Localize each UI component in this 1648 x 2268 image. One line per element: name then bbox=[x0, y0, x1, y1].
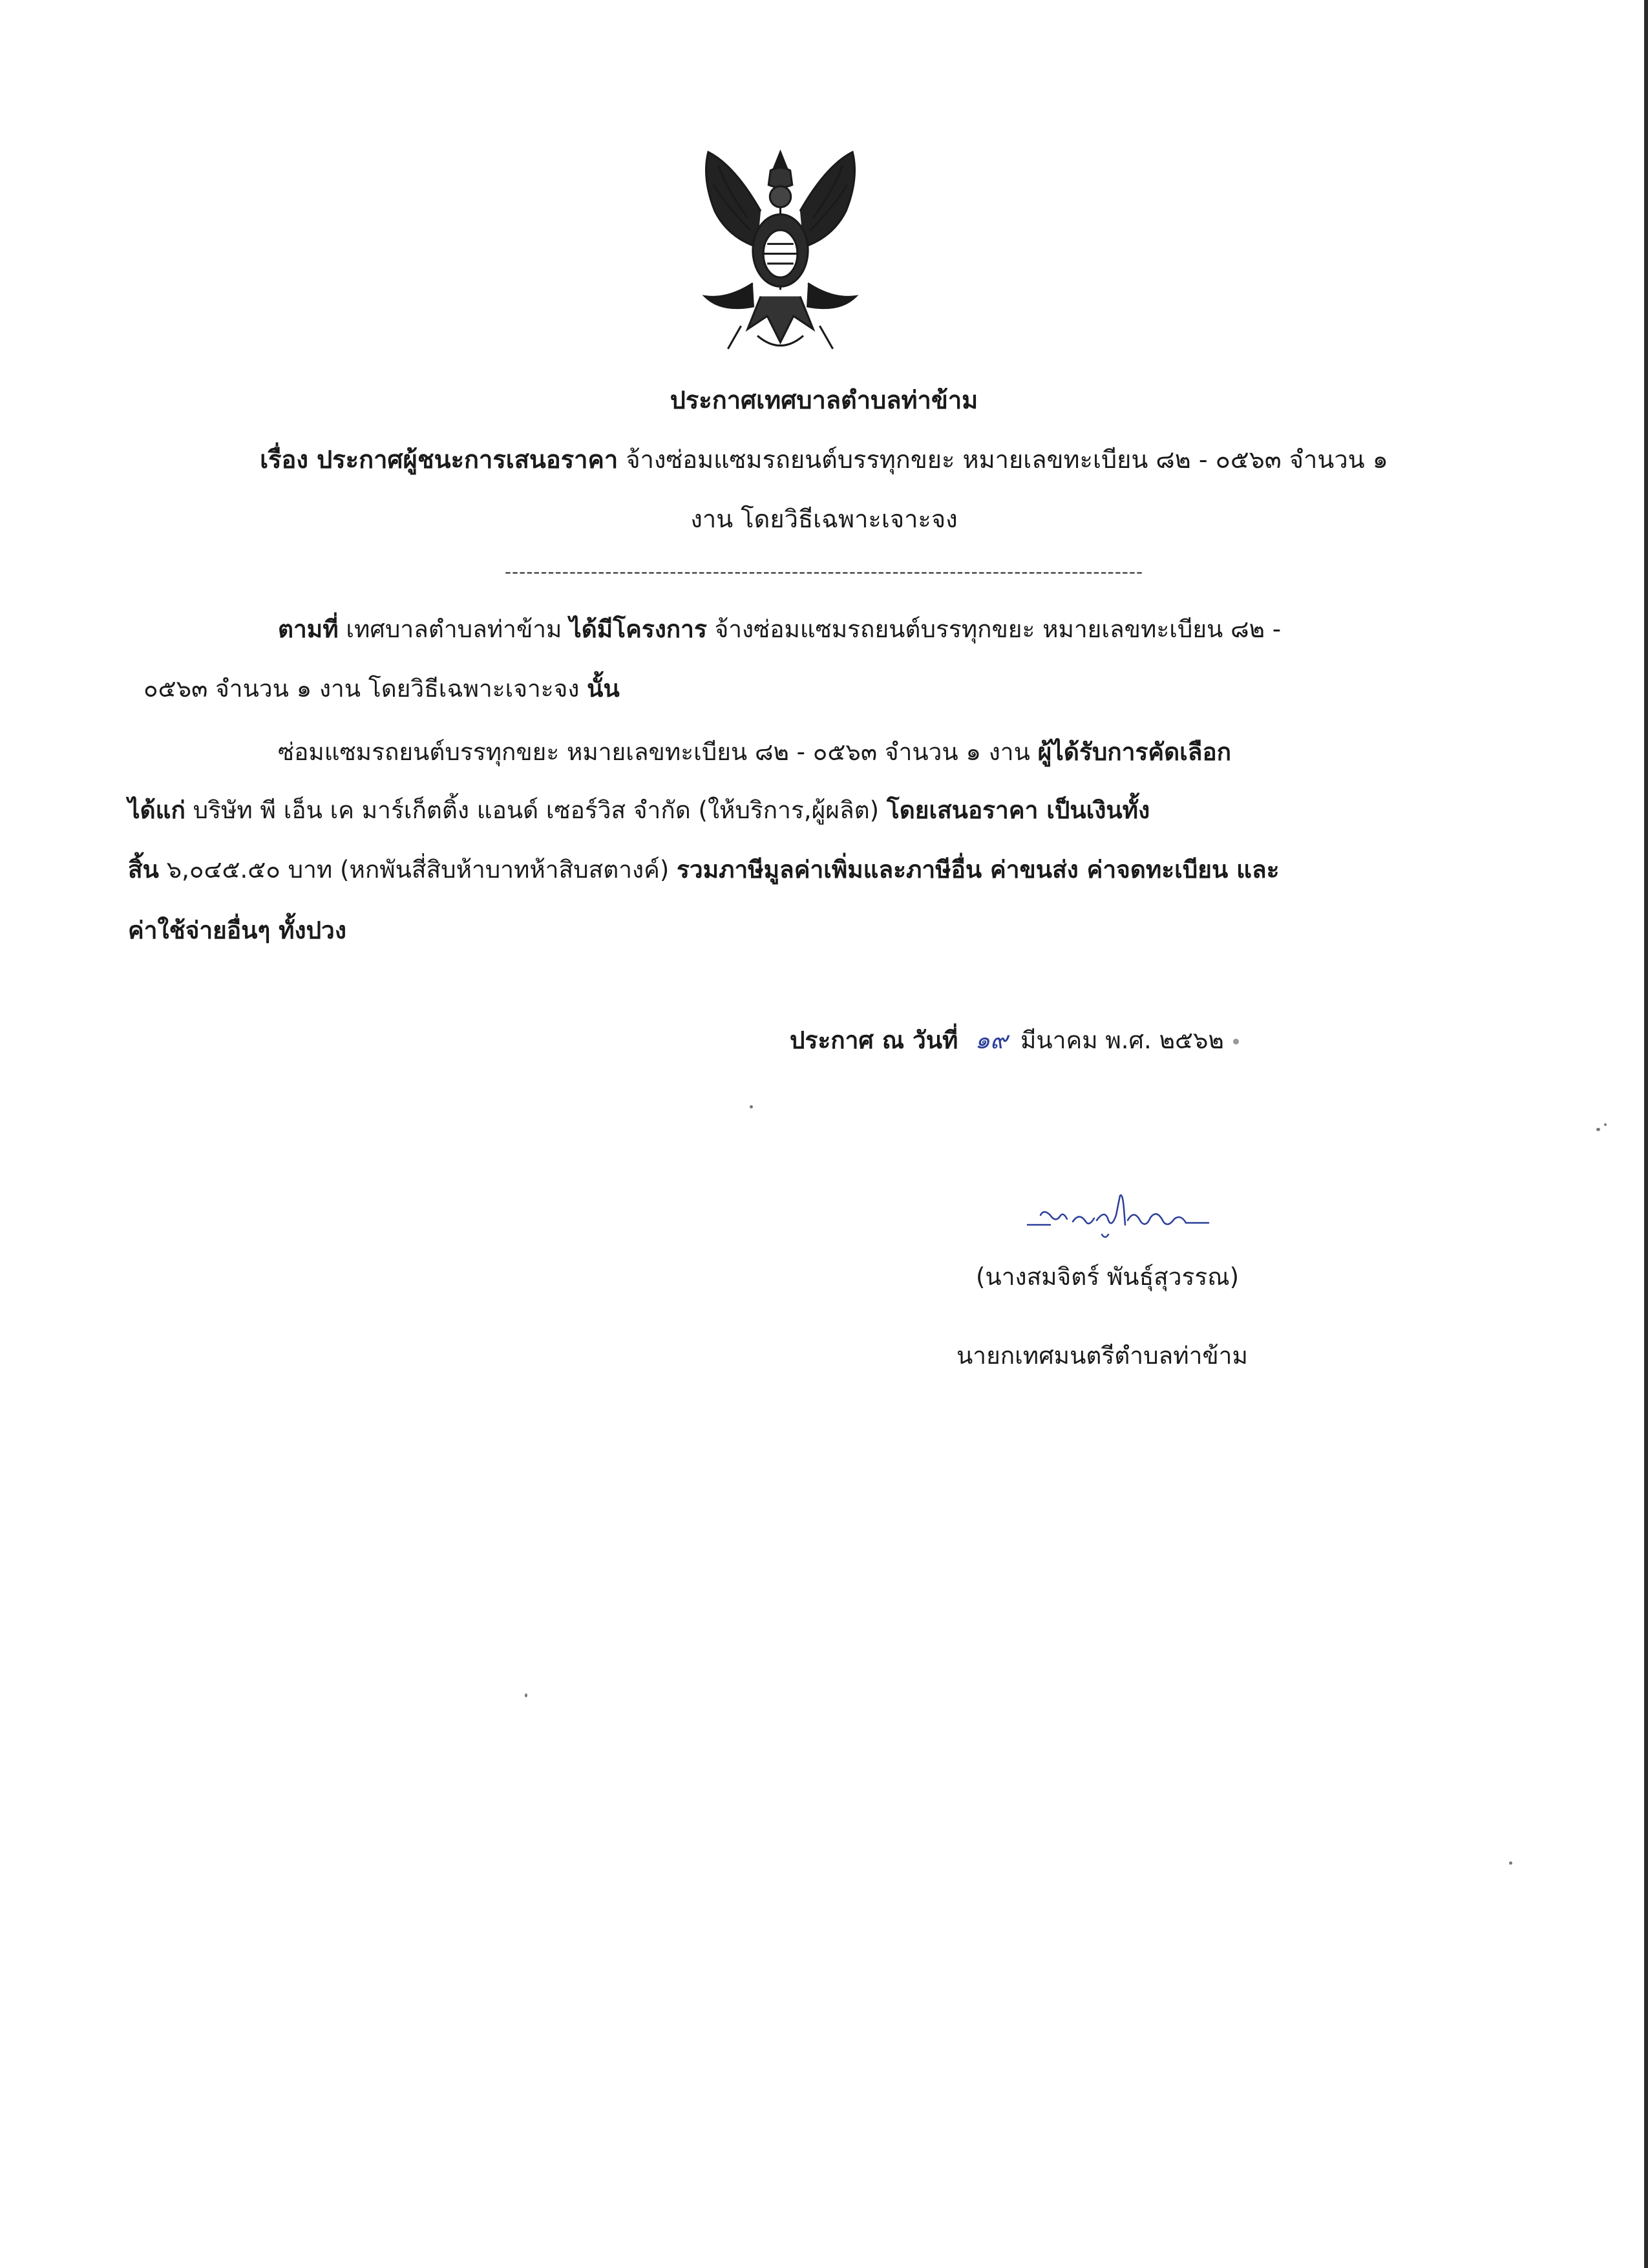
date-prefix: ประกาศ ณ วันที่ bbox=[790, 1026, 958, 1054]
date-month-year: มีนาคม พ.ศ. ๒๕๖๒ bbox=[1020, 1026, 1224, 1054]
subject-text: จ้างซ่อมแซมรถยนต์บรรทุกขยะ หมายเลขทะเบียน ๘๒ - ๐๕๖๓ จำนวน ๑ bbox=[618, 445, 1388, 474]
paragraph-2-line-4 bbox=[128, 911, 346, 949]
p1-end: นั้น bbox=[587, 675, 620, 703]
p2-last: ค่าใช้จ่ายอื่นๆ ทั้งปวง bbox=[128, 917, 346, 944]
scan-speck bbox=[750, 1105, 753, 1108]
p1-line2: ๐๕๖๓ จำนวน ๑ งาน โดยวิธีเฉพาะเจาะจง bbox=[143, 675, 587, 703]
signer-position: นายกเทศมนตรีตำบลท่าข้าม bbox=[956, 1342, 1248, 1370]
separator-line: ----------------------------------------------------------------------------------------- bbox=[504, 561, 1144, 582]
p2-winner-label: ได้แก่ bbox=[128, 796, 185, 824]
stray-dot bbox=[1233, 1039, 1239, 1044]
subject-label: เรื่อง ประกาศผู้ชนะการเสนอราคา bbox=[260, 445, 618, 474]
p2-item: ซ่อมแซมรถยนต์บรรทุกขยะ หมายเลขทะเบียน ๘๒ - ๐๕๖๓ จำนวน ๑ งาน bbox=[278, 738, 1038, 766]
announcement-date bbox=[790, 1021, 1239, 1059]
p1-has-project: ได้มีโครงการ bbox=[569, 615, 707, 643]
scan-speck bbox=[1604, 1123, 1607, 1126]
p1-lead: ตามที่ bbox=[278, 615, 339, 643]
announcement-title: ประกาศเทศบาลตำบลท่าข้าม bbox=[670, 386, 978, 414]
scan-speck bbox=[1596, 1128, 1600, 1131]
p2-offer: โดยเสนอราคา เป็นเงินทั้ง bbox=[886, 796, 1150, 824]
scan-speck bbox=[525, 1693, 527, 1697]
handwritten-signature bbox=[1024, 1189, 1218, 1247]
scan-speck bbox=[1509, 1861, 1512, 1865]
p2-amount: ๖,๐๔๕.๕๐ บาท (หกพันสี่สิบห้าบาทห้าสิบสตางค์) bbox=[158, 856, 677, 884]
p2-winner: บริษัท พี เอ็น เค มาร์เก็ตติ้ง แอนด์ เซอร์วิส จำกัด (ให้บริการ,ผู้ผลิต) bbox=[185, 796, 887, 824]
date-day-handwritten: ๑๙ bbox=[975, 1026, 1008, 1054]
p2-includes: รวมภาษีมูลค่าเพิ่มและภาษีอื่น ค่าขนส่ง ค่าจดทะเบียน และ bbox=[677, 856, 1280, 884]
paragraph-1-line-1 bbox=[278, 610, 1281, 648]
paragraph-2-line-1 bbox=[278, 733, 1231, 771]
scan-edge bbox=[1644, 0, 1648, 2268]
announcement-subject-cont: งาน โดยวิธีเฉพาะเจาะจง bbox=[690, 505, 958, 533]
p1-project: จ้างซ่อมแซมรถยนต์บรรทุกขยะ หมายเลขทะเบียน ๘๒ - bbox=[706, 615, 1282, 643]
p2-total-label: สิ้น bbox=[128, 856, 159, 884]
announcement-subject bbox=[0, 440, 1648, 479]
p2-selected: ผู้ได้รับการคัดเลือก bbox=[1037, 738, 1232, 766]
paragraph-2-line-2 bbox=[128, 791, 1150, 829]
paragraph-2-line-3 bbox=[128, 851, 1280, 889]
signer-name: (นางสมจิตร์ พันธุ์สุวรรณ) bbox=[976, 1263, 1240, 1291]
paragraph-1-line-2 bbox=[143, 670, 620, 708]
p1-org: เทศบาลตำบลท่าข้าม bbox=[338, 615, 570, 643]
garuda-emblem-icon bbox=[682, 139, 879, 362]
